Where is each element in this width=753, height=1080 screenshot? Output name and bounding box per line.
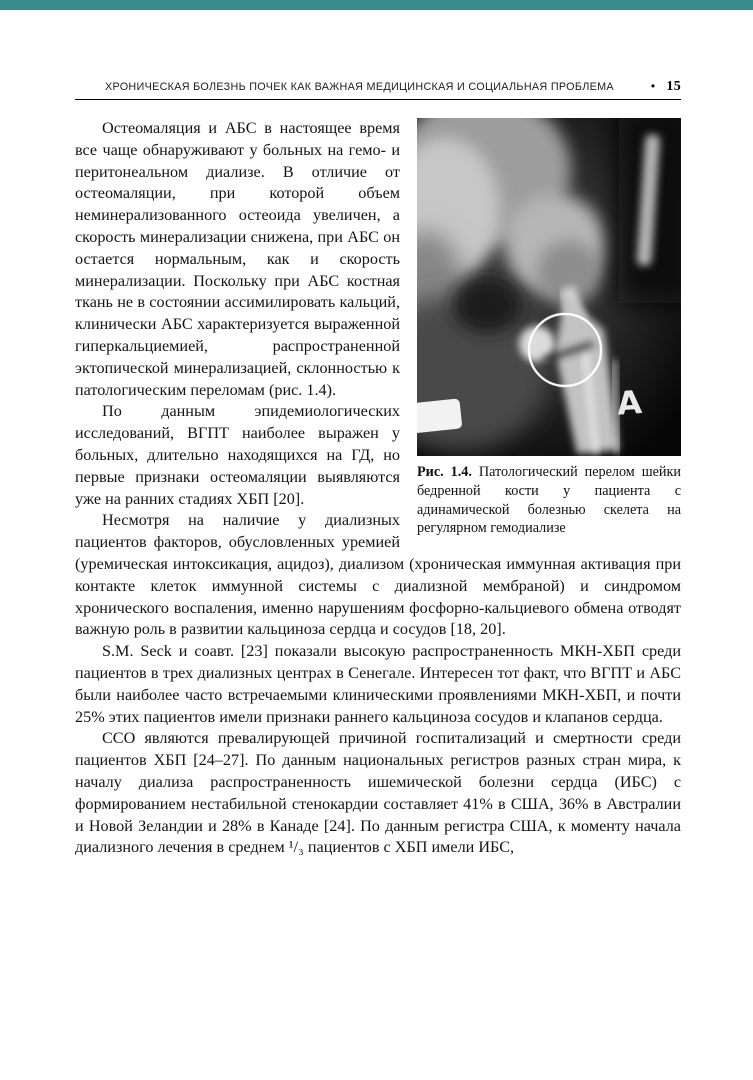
figure-caption-label: Рис. 1.4. <box>417 464 472 480</box>
page-body <box>75 118 681 859</box>
blank-label-patch <box>417 398 462 433</box>
figure-caption <box>417 463 681 538</box>
xray-image <box>417 118 681 456</box>
page-content <box>75 0 681 859</box>
page-number: 15 <box>666 79 681 94</box>
paragraph-epidemiology: По данным эпидемиологических исследований, ВГПТ наиболее выражен у больных, длительно находящихся на ГД, но первые признаки остеомаляции выявляются уже на ранних стадиях ХБП [20]. <box>75 402 400 508</box>
paragraph-cvd-registers: ССО являются превалирующей причиной госпитализаций и смертности среди пациентов ХБП [24–27]. По данным национальных регистров разных стран мира, к началу диализа распространенность ишемической болезни сердца (ИБС) с формированием нестабильной стенокардии составляет 41% в США, 36% в Австралии и Новой Зеландии и 28% в Канаде [24]. По данным регистра США, к моменту начала диализного лечения в среднем ¹/₃ пациентов с ХБП имели ИБС, <box>75 729 681 857</box>
xray-radiograph <box>417 118 681 456</box>
side-marker-letter: A <box>615 383 644 423</box>
running-header-bullet: • <box>650 79 656 93</box>
header-divider <box>75 99 681 100</box>
running-header <box>75 79 681 95</box>
running-header-title: ХРОНИЧЕСКАЯ БОЛЕЗНЬ ПОЧЕК КАК ВАЖНАЯ МЕДИЦИНСКАЯ И СОЦИАЛЬНАЯ ПРОБЛЕМА <box>104 81 614 93</box>
obturator-foramen <box>453 279 521 333</box>
paragraph-osteomalacia: Остеомаляция и АБС в настоящее время все чаще обнаруживают у больных на гемо- и перитонеальном диализе. В отличие от остеомаляции, при которой объем неминерализованного остеоида увеличен, а скорость минерализации снижена, при АБС он остается нормальным, как и скорость минерализации. Поскольку при АБС костная ткань не в состоянии ассимилировать кальций, клинически АБС характеризуется выраженной гиперкальциемией, распространенной эктопической минерализацией, склонностью к патологическим переломам (рис. 1.4). <box>75 119 400 399</box>
paragraph-seck-study: S.M. Seck и соавт. [23] показали высокую распространенность МКН-ХБП среди пациентов в трех диализных центрах в Сенегале. Интересен тот факт, что ВГПТ и АБС были наиболее часто встречаемыми клиническими проявлениями МКН-ХБП, и почти 25% этих пациентов имели признаки раннего кальциноза сосудов и клапанов сердца. <box>75 642 681 726</box>
figure-caption-text: Патологический перелом шейки бедренной кости у пациента с адинамической болезнью скелета на регулярном гемодиализе <box>417 464 681 537</box>
paragraph-dialysis-factors: Несмотря на наличие у диализных пациентов факторов, обусловленных уремией (уремическая интоксикация, ацидоз), диализом (хроническая иммунная активация при контакте клеток иммунной системы с диализной мембраной) и синдромом хронического воспаления, именно нарушениям фосфорно-кальциевого обмена отводят важную роль в развитии кальциноза сердца и сосудов [18, 20]. <box>75 511 681 639</box>
figure-xray <box>417 118 681 538</box>
